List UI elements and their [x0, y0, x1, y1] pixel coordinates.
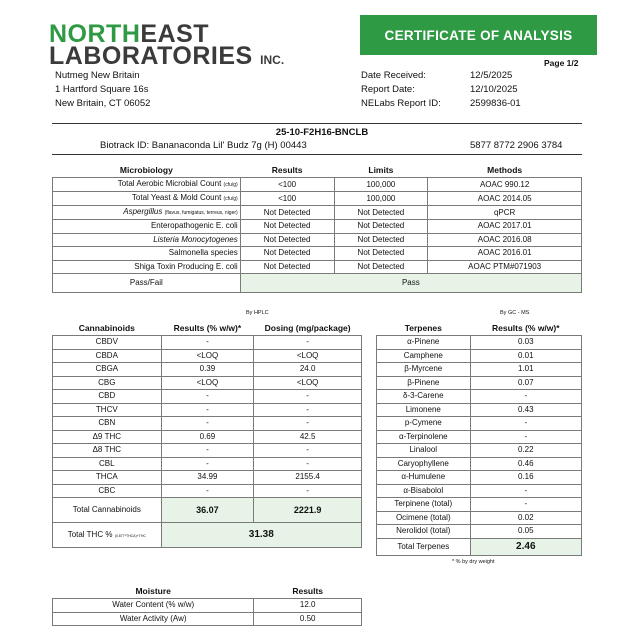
table-row: CBGA 0.39 24.0 [53, 363, 362, 377]
total-terpenes-value: 2.46 [470, 538, 581, 555]
client-street: 1 Hartford Square 16s [55, 84, 149, 95]
logo-inc: INC. [260, 53, 285, 67]
table-row: α-Humulene 0.16 [377, 471, 582, 485]
moisture-header-name: Moisture [135, 586, 171, 596]
total-thc-label: Total THC % (0.877*THCA)+THC [53, 523, 162, 548]
cannabinoids-table [52, 321, 362, 548]
table-row: CBN - - [53, 417, 362, 431]
terp-header-name: Terpenes [404, 323, 442, 333]
table-row: δ-3-Carene - [377, 390, 582, 404]
table-row: Shiga Toxin Producing E. coli Not Detected Not Detected AOAC PTM#071903 [53, 260, 582, 274]
micro-header-methods: Methods [487, 165, 523, 175]
table-row: Water Activity (Aw) 0.50 [53, 612, 362, 626]
table-row: THCV - - [53, 403, 362, 417]
by-hplc-note: By HPLC [246, 310, 269, 316]
report-meta-labels [361, 69, 441, 111]
total-thc-row [53, 523, 362, 548]
report-id: 2599836-01 [470, 98, 521, 109]
client-city: New Britain, CT 06052 [55, 98, 151, 109]
table-row: α-Pinene 0.03 [377, 336, 582, 350]
date-received: 12/5/2025 [470, 70, 513, 81]
page-number: Page 1/2 [544, 58, 579, 68]
table-row: p-Cymene - [377, 417, 582, 431]
table-row: Nerolidol (total) 0.05 [377, 525, 582, 539]
passfail-value: Pass [240, 274, 581, 293]
table-row: Terpinene (total) - [377, 498, 582, 512]
table-row: Total Aerobic Microbial Count (cfu/g) <100 100,000 AOAC 990.12 [53, 178, 582, 192]
terp-header-results: Results (% w/w)* [492, 323, 560, 333]
table-row: Enteropathogenic E. coli Not Detected Not Detected AOAC 2017.01 [53, 220, 582, 234]
table-row: Camphene 0.01 [377, 349, 582, 363]
table-row: THCA 34.99 2155.4 [53, 471, 362, 485]
dry-weight-footnote: * % by dry weight [452, 559, 495, 565]
table-row: CBDV - - [53, 336, 362, 350]
table-row: CBG <LOQ <LOQ [53, 376, 362, 390]
table-row: Aspergillus (flavus, fumigatus, terreus, niger) Not Detected Not Detected qPCR [53, 206, 582, 220]
table-row: Δ9 THC 0.69 42.5 [53, 430, 362, 444]
table-row: α-Terpinolene - [377, 430, 582, 444]
logo-northeast: NORTHEAST [49, 20, 210, 48]
table-row: β-Pinene 0.07 [377, 376, 582, 390]
table-row: Caryophyllene 0.46 [377, 457, 582, 471]
cann-header-results: Results (% w/w)* [173, 323, 242, 333]
table-row: Linalool 0.22 [377, 444, 582, 458]
table-row: Total Yeast & Mold Count (cfu/g) <100 100,000 AOAC 2014.05 [53, 192, 582, 206]
moisture-table [52, 584, 362, 626]
passfail-label: Pass/Fail [53, 274, 241, 293]
passfail-row [53, 274, 582, 293]
micro-header-name: Microbiology [119, 165, 173, 175]
total-cannabinoids-label: Total Cannabinoids [53, 498, 162, 523]
table-row: Listeria Monocytogenes Not Detected Not Detected AOAC 2016.08 [53, 233, 582, 247]
micro-header-limits: Limits [368, 165, 394, 175]
total-cannabinoids-result: 36.07 [161, 498, 254, 523]
client-address [55, 69, 150, 111]
cann-header-dosing: Dosing (mg/package) [264, 323, 351, 333]
table-row: Water Content (% w/w) 12.0 [53, 599, 362, 613]
report-date-label: Report Date: [361, 84, 415, 95]
micro-header-results: Results [271, 165, 303, 175]
coa-banner: CERTIFICATE OF ANALYSIS [360, 15, 597, 55]
total-thc-value: 31.38 [161, 523, 361, 548]
table-row: CBL - - [53, 457, 362, 471]
client-name: Nutmeg New Britain [55, 70, 140, 81]
total-cannabinoids-dosing: 2221.9 [254, 498, 362, 523]
table-row: Δ8 THC - - [53, 444, 362, 458]
report-date: 12/10/2025 [470, 84, 518, 95]
logo-laboratories: LABORATORIES INC. [49, 42, 285, 70]
moisture-header-results: Results [292, 586, 324, 596]
table-row: Ocimene (total) 0.02 [377, 511, 582, 525]
date-received-label: Date Received: [361, 70, 426, 81]
table-row: β-Myrcene 1.01 [377, 363, 582, 377]
report-id-label: NELabs Report ID: [361, 98, 441, 109]
total-cannabinoids-row [53, 498, 362, 523]
divider-sample [52, 154, 582, 155]
table-row: CBC - - [53, 484, 362, 498]
terpenes-table [376, 321, 582, 556]
table-row: Limonene 0.43 [377, 403, 582, 417]
cann-header-name: Cannabinoids [78, 323, 135, 333]
divider-top [52, 123, 582, 124]
table-row: α-Bisabolol - [377, 484, 582, 498]
total-terpenes-label: Total Terpenes [377, 538, 471, 555]
by-gcms-note: By GC - MS [500, 310, 530, 316]
table-row: CBDA <LOQ <LOQ [53, 349, 362, 363]
biotrack-value: Bananaconda Lil' Budz 7g (H) 00443 [151, 140, 307, 151]
total-terpenes-row [377, 538, 582, 555]
table-row: CBD - - [53, 390, 362, 404]
sample-id: 25-10-F2H16-BNCLB [275, 127, 369, 138]
report-meta-values [470, 69, 521, 111]
sample-barcode: 5877 8772 2906 3784 [470, 140, 563, 151]
biotrack-id: Biotrack ID: Bananaconda Lil' Budz 7g (H) 00443 [100, 140, 307, 151]
microbiology-table [52, 163, 582, 293]
table-row: Salmonella species Not Detected Not Detected AOAC 2016.01 [53, 247, 582, 261]
